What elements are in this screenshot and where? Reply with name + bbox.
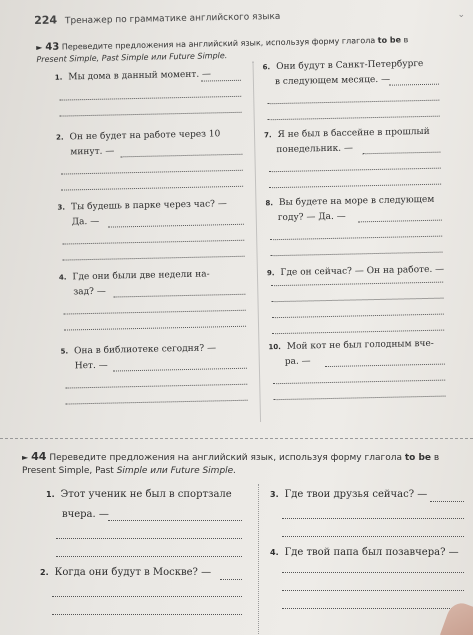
answer-line[interactable] (268, 116, 440, 121)
page-number: 224 (34, 13, 58, 27)
answer-line[interactable] (52, 614, 242, 615)
answer-line[interactable] (63, 256, 245, 261)
ex43-item-4: 4. Где они были две недели на- (58, 269, 210, 283)
exercise-43-number: 43 (45, 41, 60, 53)
answer-line[interactable] (267, 100, 439, 105)
instruction-italic: Present Simple, Past Simple или Future Simple. (36, 51, 228, 65)
instruction-text-mid: в Present Simple, Past (22, 453, 440, 476)
answer-line[interactable] (269, 168, 441, 173)
ex43-item-7-cont: понедельник. — (276, 143, 354, 156)
instruction-italic: Simple или Future Simple. (116, 466, 237, 476)
answer-line[interactable] (272, 298, 444, 303)
answer-line[interactable] (64, 310, 246, 315)
answer-line[interactable] (66, 400, 248, 405)
answer-line[interactable] (108, 224, 244, 228)
ex43-item-5-cont: Нет. — (74, 360, 108, 372)
answer-line[interactable] (272, 314, 444, 319)
ex44-item-3: 3. Где твои друзья сейчас? — (270, 489, 428, 500)
answer-line[interactable] (56, 556, 242, 557)
ex43-item-8: 8. Вы будете на море в следующем (265, 194, 435, 209)
ex44-item-1-cont: вчера. — (62, 509, 109, 520)
answer-line[interactable] (271, 282, 443, 287)
section-separator (0, 438, 473, 439)
column-divider (258, 484, 259, 634)
ex43-item-2: 2. Он не будет на работе через 10 (55, 129, 221, 143)
ex43-item-1: 1. Мы дома в данный момент. — (54, 69, 212, 83)
answer-line[interactable] (269, 184, 441, 189)
instruction-text: Переведите предложения на английский язык, используя форму глагола (61, 35, 378, 52)
instruction-bold: to be (377, 35, 402, 45)
answer-line[interactable] (64, 326, 246, 331)
ex43-item-10: 10. Мой кот не был голодным вче- (268, 338, 434, 352)
ex43-item-6-cont: в следующем месяце. — (274, 74, 391, 88)
ex43-item-3: 3. Ты будешь в парке через час? — (57, 199, 227, 213)
answer-line[interactable] (120, 154, 242, 158)
arrow-icon: ► (22, 453, 29, 462)
answer-line[interactable] (65, 384, 247, 389)
ex43-item-7: 7. Я не был в бассейне в прошлый (263, 126, 430, 141)
ex44-item-4: 4. Где твой папа был позавчера? — (270, 547, 459, 558)
ex44-item-2: 2. Когда они будут в Москве? — (40, 567, 212, 578)
exercise-44-number: 44 (31, 450, 47, 463)
answer-line[interactable] (430, 501, 464, 502)
corner-mark: ⌄ (457, 10, 465, 20)
instruction-text-mid: в (400, 35, 409, 45)
answer-line[interactable] (60, 112, 242, 117)
arrow-icon: ► (36, 42, 43, 53)
answer-line[interactable] (113, 368, 247, 372)
answer-line[interactable] (282, 608, 464, 609)
ex43-item-4-cont: зад? — (73, 286, 106, 298)
ex43-item-2-cont: минут. — (70, 146, 115, 158)
ex43-item-9: 9. Где он сейчас? — Он на работе. — (266, 264, 445, 279)
answer-line[interactable] (271, 252, 443, 257)
answer-line[interactable] (61, 186, 243, 191)
ex44-item-1: 1. Этот ученик не был в спортзале (46, 489, 232, 500)
answer-line[interactable] (272, 330, 444, 335)
answer-line[interactable] (56, 538, 242, 539)
running-title: Тренажер по грамматике английского языка (64, 11, 281, 27)
ex43-item-3-cont: Да. — (71, 216, 100, 228)
answer-line[interactable] (325, 364, 445, 368)
ex43-item-5: 5. Она в библиотеке сегодня? — (60, 343, 217, 357)
answer-line[interactable] (201, 80, 241, 82)
answer-line[interactable] (282, 536, 464, 537)
answer-line[interactable] (389, 84, 439, 86)
answer-line[interactable] (61, 170, 243, 175)
answer-line[interactable] (282, 518, 464, 519)
answer-line[interactable] (282, 572, 464, 573)
answer-line[interactable] (270, 236, 442, 241)
answer-line[interactable] (274, 396, 446, 401)
exercise-44 (0, 440, 473, 635)
answer-line[interactable] (273, 380, 445, 385)
answer-line[interactable] (59, 96, 241, 101)
instruction-bold: to be (404, 453, 432, 463)
ex43-item-8-cont: году? — Да. — (277, 211, 346, 224)
answer-line[interactable] (358, 220, 442, 223)
answer-line[interactable] (52, 596, 242, 597)
ex43-item-6: 6. Они будут в Санкт-Петербурге (262, 58, 424, 73)
answer-line[interactable] (362, 152, 440, 155)
answer-line[interactable] (108, 520, 242, 521)
column-divider (252, 62, 261, 422)
ex43-item-10-cont: ра. — (284, 356, 311, 367)
answer-line[interactable] (282, 590, 464, 591)
instruction-text: Переведите предложения на английский язык, используя форму глагола (49, 453, 405, 463)
exercise-44-instruction (22, 450, 462, 478)
answer-line[interactable] (220, 579, 242, 580)
answer-line[interactable] (113, 294, 245, 298)
answer-line[interactable] (62, 240, 244, 245)
